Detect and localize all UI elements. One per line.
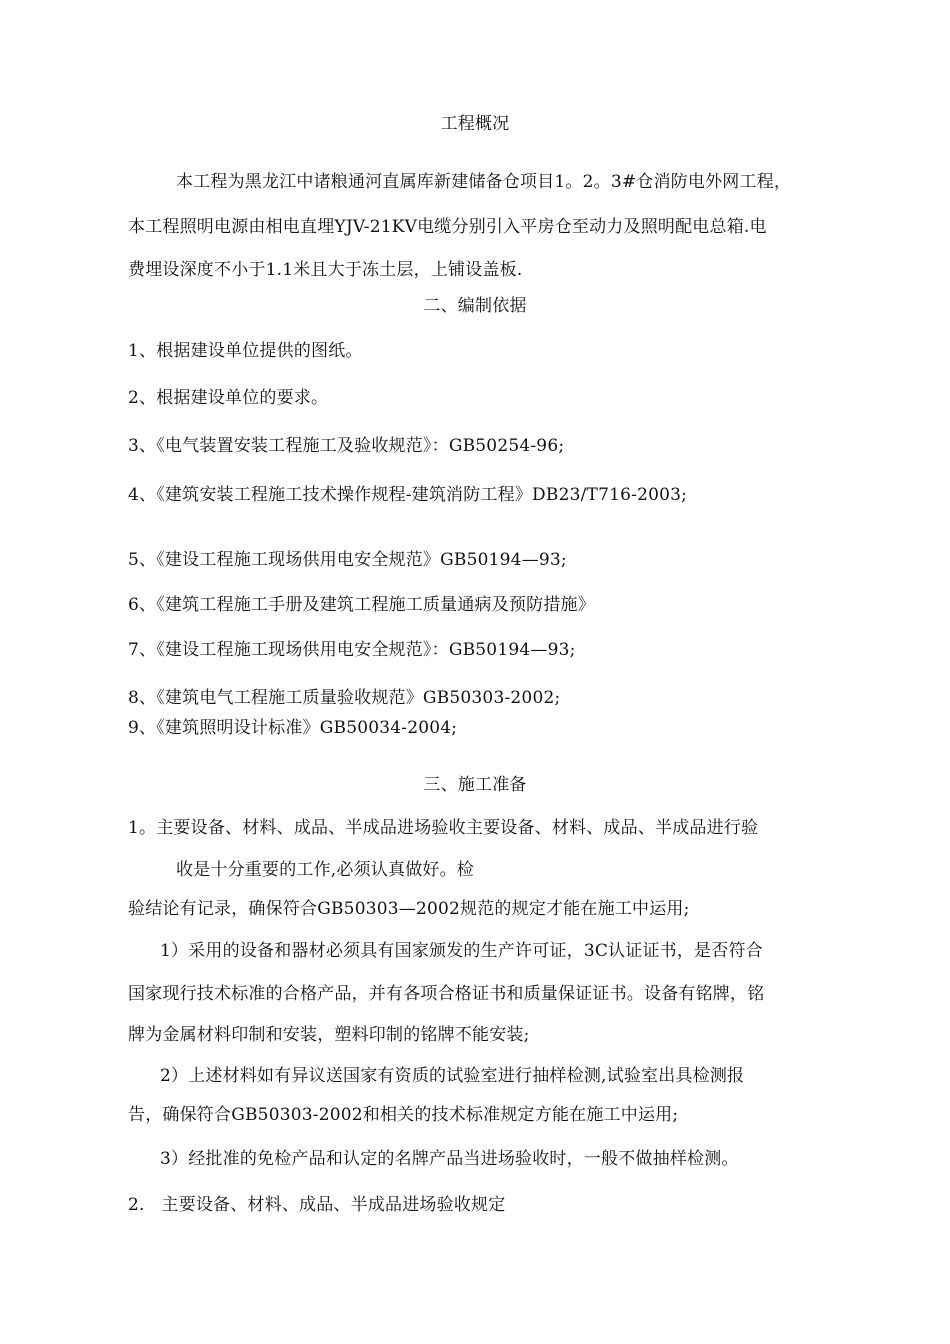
prep-line-7: 2）上述材料如有异议送国家有资质的试验室进行抽样检测,试验室出具检测报 [160,1066,745,1086]
basis-item-5: 5、《建设工程施工现场供用电安全规范》GB50194—93; [128,550,567,570]
section2-heading: 二、编制依据 [423,296,527,316]
section3-heading: 三、施工准备 [423,775,527,795]
prep-line-4: 1）采用的设备和器材必须具有国家颁发的生产许可证，3C认证证书，是否符合 [160,941,763,961]
prep-line-5: 国家现行技术标准的合格产品，并有各项合格证书和质量保证证书。设备有铭牌，铭 [128,984,765,1004]
basis-item-1: 1、根据建设单位提供的图纸。 [128,341,363,361]
prep-line-8: 告，确保符合GB50303-2002和相关的技术标准规定方能在施工中运用; [128,1105,679,1125]
prep-line-6: 牌为金属材料印制和安装，塑料印制的铭牌不能安装; [128,1025,530,1045]
basis-item-6: 6、《建筑工程施工手册及建筑工程施工质量通病及预防措施》 [128,595,595,615]
overview-line-2: 本工程照明电源由相电直埋YJV-21KV电缆分别引入平房仓至动力及照明配电总箱.电 [128,217,767,237]
basis-item-2: 2、根据建设单位的要求。 [128,388,329,408]
prep-line-2: 收是十分重要的工作,必须认真做好。检 [176,860,475,880]
overview-line-3: 费埋设深度不小于1.1米且大于冻土层，上铺设盖板. [128,260,523,280]
basis-item-3: 3、《电气装置安装工程施工及验收规范》：GB50254-96; [128,436,565,456]
prep-line-9: 3）经批准的免检产品和认定的名牌产品当进场验收时，一般不做抽样检测。 [160,1149,739,1169]
prep-line-1: 1。主要设备、材料、成品、半成品进场验收主要设备、材料、成品、半成品进行验 [128,818,759,838]
prep-line-3: 验结论有记录，确保符合GB50303—2002规范的规定才能在施工中运用; [128,899,690,919]
prep-line-10: 2. 主要设备、材料、成品、半成品进场验收规定 [128,1195,506,1215]
document-title: 工程概况 [440,114,510,134]
basis-item-4: 4、《建筑安装工程施工技术操作规程-建筑消防工程》DB23/T716-2003; [128,485,688,505]
overview-line-1: 本工程为黑龙江中诸粮通河直属库新建储备仓项目1。2。3#仓消防电外网工程， [176,172,792,192]
basis-item-9: 9、《建筑照明设计标准》GB50034-2004; [128,718,458,738]
basis-item-8: 8、《建筑电气工程施工质量验收规范》GB50303-2002; [128,688,561,708]
basis-item-7: 7、《建设工程施工现场供用电安全规范》：GB50194—93; [128,640,576,660]
